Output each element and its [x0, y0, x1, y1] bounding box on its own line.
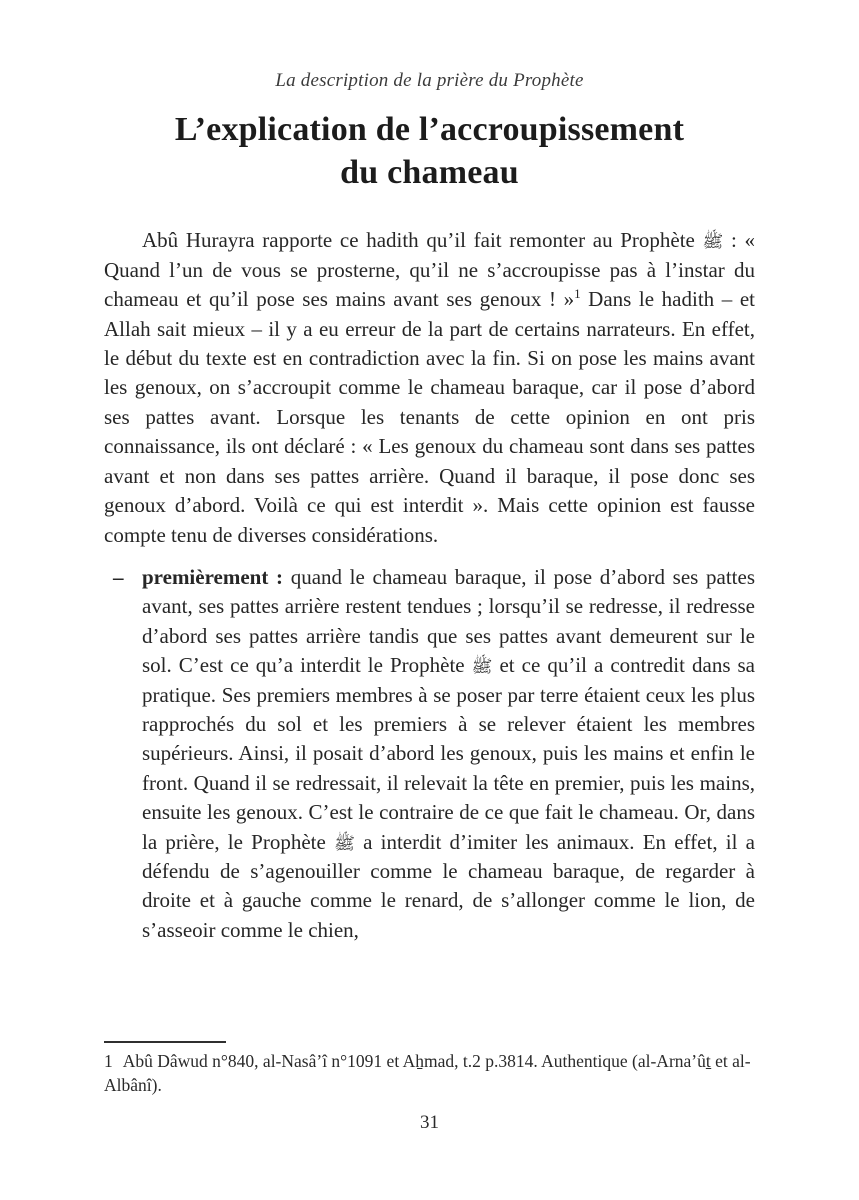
saws-symbol: ﷺ: [702, 232, 724, 253]
chapter-title-line-2: du chameau: [340, 153, 519, 191]
list-item-text-2: et ce qu’il a contredit dans sa pratique. Ses premiers membres à se poser par terre étaient ceux les plus rapprochés du sol et les premiers à se relever étaient les membres supérieurs. Ainsi, il posait d’abord les genoux, puis les mains et enfin le front. Quand il se redressait, il relevait la tête en premier, puis les mains, ensuite les genoux. C’est le contraire de ce que fait le chameau. Or, dans la prière, le Prophète: [142, 653, 756, 854]
saws-symbol: ﷺ: [471, 657, 493, 678]
chapter-title: [104, 109, 755, 195]
footnote-ref-1: 1: [574, 286, 581, 302]
list-item-text-1: quand le chameau baraque, il pose d’abord ses pattes avant, ses pattes arrière restent tendues ; lorsqu’il se redresse, il redresse d’abord ses pattes arrière tandis que ses pattes avant demeurent sur le sol. C’est ce qu’a interdit le Prophète: [142, 564, 755, 678]
footnote-number: 1: [104, 1051, 113, 1071]
paragraph-opening-text-2: : « Quand l’un de vous se prosterne, qu’il ne s’accroupisse pas à l’instar du chameau et qu’il pose ses mains avant ses genoux ! »: [104, 228, 755, 312]
list-item-text-3: a interdit d’imiter les animaux. En effet, il a défendu de s’agenouiller comme le chameau baraque, de regarder à droite et à gauche comme le renard, de s’allonger comme le lion, de s’asseoir comme le chien,: [142, 829, 756, 942]
running-head: La description de la prière du Prophète: [275, 70, 584, 91]
paragraph-opening: [104, 226, 755, 549]
footnote-block: [104, 1041, 755, 1097]
list-dash: –: [113, 564, 124, 589]
saws-symbol: ﷺ: [334, 833, 355, 854]
footnote: [104, 1050, 755, 1097]
footnote-text: Abû Dâwud n°840, al-Nasâ’î n°1091 et Aẖmad, t.2 p.3814. Authentique (al-Arna’ûṯ et al-Albânî).: [104, 1051, 751, 1095]
list-lead-premierement: premièrement :: [142, 564, 284, 589]
list-item-premierement: [104, 563, 755, 945]
page-number: 31: [420, 1112, 439, 1133]
chapter-title-line-1: L’explication de l’accroupissement: [174, 110, 685, 148]
paragraph-opening-text-1: Abû Hurayra rapporte ce hadith qu’il fait remonter au Prophète: [142, 228, 703, 253]
body-text: [104, 226, 755, 945]
paragraph-opening-text-3: Dans le hadith – et Allah sait mieux – il y a eu erreur de la part de certains narrateurs. En effet, le début du texte est en contradiction avec la fin. Si on pose les mains avant les genoux, on s’accroupit comme le chameau baraque, car il pose d’abord ses pattes avant. Lorsque les tenants de cette opinion en ont pris connaissance, ils ont déclaré : « Les genoux du chameau sont dans ses pattes avant et non dans ses pattes arrière. Quand il baraque, il pose donc ses genoux d’abord. Voilà ce qui est interdit ». Mais cette opinion est fausse compte tenu de diverses considérations.: [104, 287, 755, 547]
footnote-separator: [104, 1041, 226, 1043]
